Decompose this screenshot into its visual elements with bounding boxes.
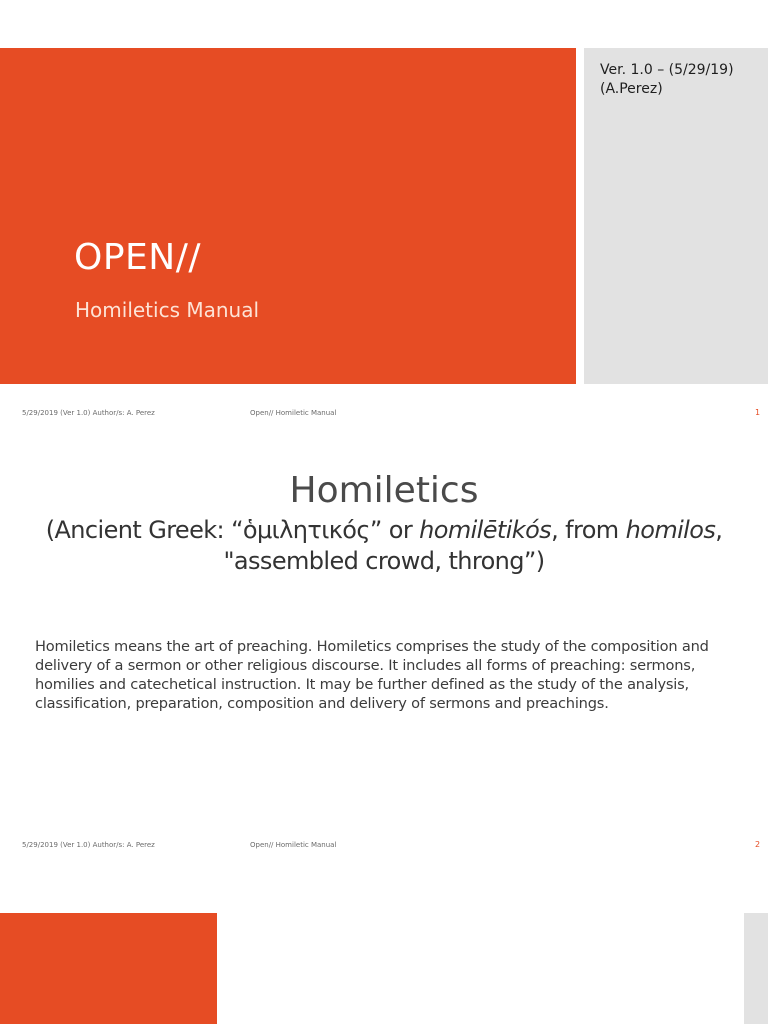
etymology-italic-term: homilos <box>625 516 716 544</box>
version-info <box>600 61 734 99</box>
footer-doc-title: Open// Homiletic Manual <box>250 409 337 417</box>
etymology-italic-term: homilētikós <box>419 516 552 544</box>
etymology-line-1 <box>40 515 728 546</box>
author-line: (A.Perez) <box>600 81 663 97</box>
footer-date-author: 5/29/2019 (Ver 1.0) Author/s: A. Perez <box>22 409 155 417</box>
definition-paragraph: Homiletics means the art of preaching. Homiletics comprises the study of the composition and delivery of a sermon or other religious discourse. It includes all forms of preaching: sermons, homilies and catechetical instruction. It may be further defined as the study of the analysis, classification, preparation, composition and delivery of sermons and preachings. <box>35 638 709 712</box>
etymology-subheading <box>40 515 728 577</box>
section-heading: Homiletics <box>289 470 479 511</box>
etymology-line-2: "assembled crowd, throng”) <box>223 547 545 575</box>
footer-date-author: 5/29/2019 (Ver 1.0) Author/s: A. Perez <box>22 841 155 849</box>
version-line: Ver. 1.0 – (5/29/19) <box>600 62 734 78</box>
title-slide-orange-panel <box>0 48 576 384</box>
next-slide-orange-panel <box>0 913 217 1024</box>
etymology-text: , <box>715 516 723 544</box>
footer-doc-title: Open// Homiletic Manual <box>250 841 337 849</box>
page-number: 1 <box>755 408 761 417</box>
slide-title: OPEN// <box>74 237 201 278</box>
next-slide-gray-panel <box>744 913 768 1024</box>
page-number: 2 <box>755 840 761 849</box>
etymology-text: (Ancient Greek: “ὁμιλητικός” or <box>45 516 420 544</box>
etymology-text: , from <box>551 516 626 544</box>
slide-subtitle: Homiletics Manual <box>75 298 260 322</box>
